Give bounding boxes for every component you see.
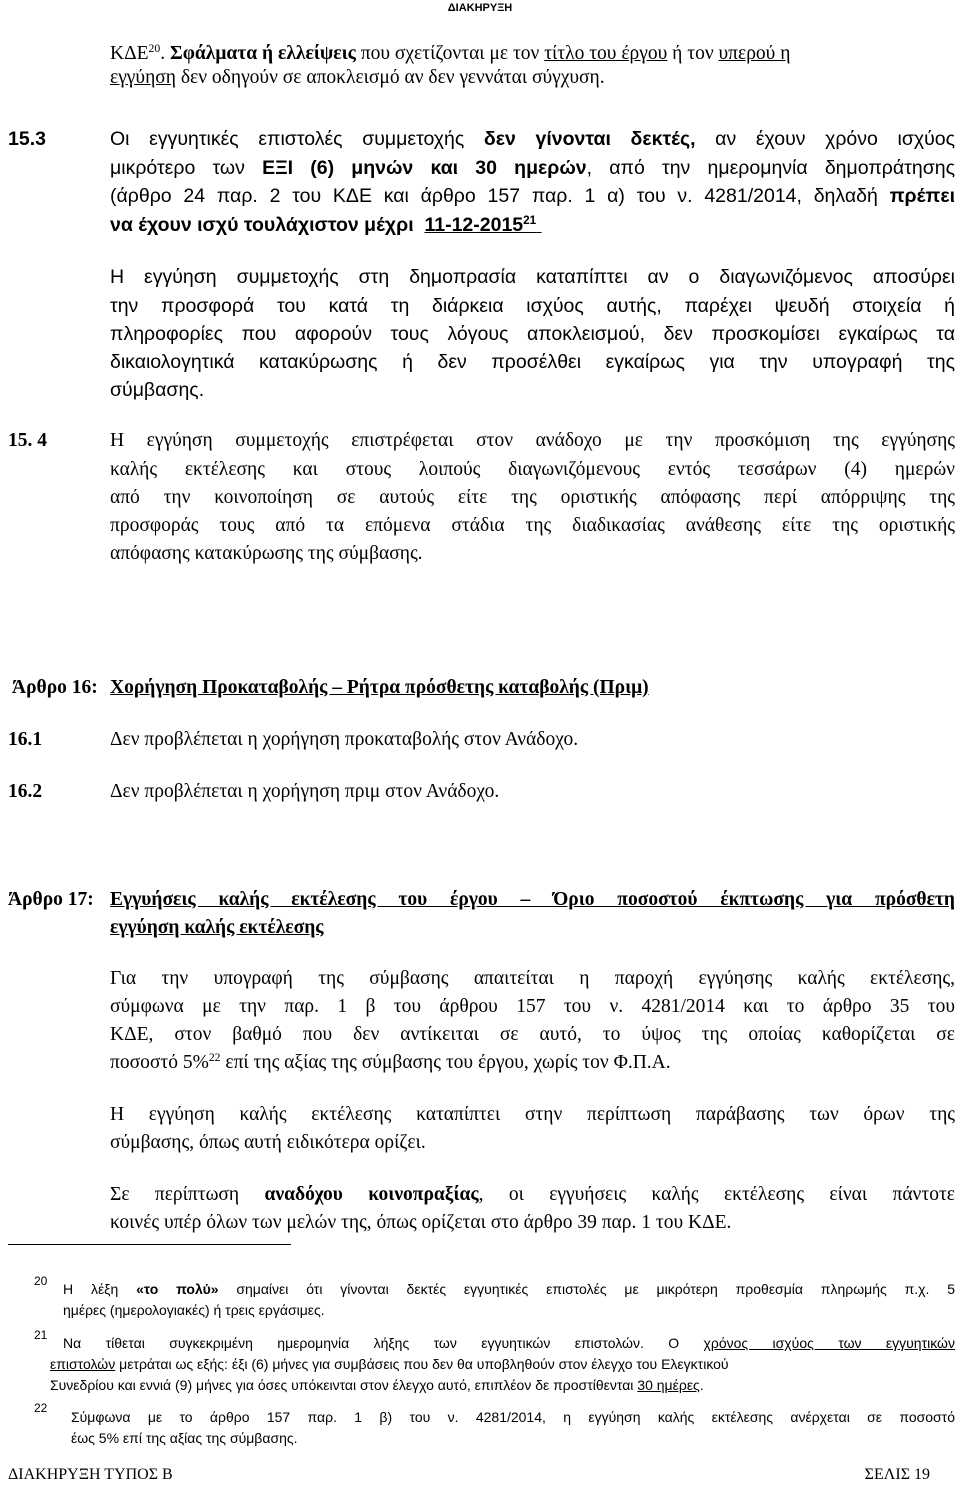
- deadline-date: [424, 214, 541, 236]
- art17-p1-line: ΚΔΕ, στον βαθμό που δεν αντίκειται σε αυτό, το ύψος της οποίας καθορίζεται σε: [110, 1024, 955, 1045]
- s15-3-line-2: [110, 156, 955, 180]
- text-beneficiary: υπερού η: [718, 43, 791, 64]
- text-guarantee: εγγύηση: [110, 67, 176, 88]
- footnote-number-20: 20: [34, 1274, 48, 1288]
- text-six-months: ΕΞΙ (6) μηνών και 30 ημερών: [262, 157, 587, 179]
- art17-p1-line: Για την υπογραφή της σύμβασης απαιτείται η παροχή εγγύησης καλής εκτέλεσης,: [110, 968, 955, 989]
- item-text-16-1: Δεν προβλέπεται η χορήγηση προκαταβολής στον Ανάδοχο.: [110, 729, 579, 750]
- text: μετράται ως εξής: έξι (6) μήνες για συμβάσεις που δεν θα υποβληθούν στον έλεγχο του Ελεγκτικού: [115, 1356, 729, 1372]
- text-not-accepted: δεν γίνονται δεκτές,: [483, 128, 696, 150]
- item-number-16-2: 16.2: [8, 781, 43, 802]
- text-at-most: «το πολύ»: [136, 1281, 219, 1297]
- text-date: 11-12-2015: [424, 214, 524, 236]
- text-valid-until: να έχουν ισχύ τουλάχιστον μέχρι: [110, 214, 414, 236]
- text: Συνεδρίου και εννιά (9) μήνες για όσες υπόκεινται στον έλεγχο αυτό, επιπλέον δε προστίθενται: [50, 1377, 638, 1393]
- s15-3-para-line: δικαιολογητικά κατακύρωσης ή δεν προσέλθει εγκαίρως για την υπογραφή της: [110, 351, 955, 373]
- item-text-16-2: Δεν προβλέπεται η χορήγηση πριμ στον Ανάδοχο.: [110, 781, 500, 802]
- s15-3-line-4: [110, 213, 542, 237]
- article-17-label: Άρθρο 17:: [8, 889, 94, 910]
- footnote-20-line-1: [63, 1279, 955, 1300]
- footnote-22-line-1: Σύμφωνα με το άρθρο 157 παρ. 1 β) του ν. 4281/2014, η εγγύηση καλής εκτέλεσης ανέρχεται σε ποσοστό: [71, 1409, 955, 1425]
- footnote-21-line-3: [50, 1375, 704, 1396]
- footnote-ref-22: 22: [208, 1050, 221, 1064]
- art17-p2-line: σύμβασης, όπως αυτή ειδικότερα ορίζει.: [110, 1132, 426, 1153]
- article-16-label: Άρθρο 16:: [12, 677, 98, 698]
- s15-3-para-line: Η εγγύηση συμμετοχής στη δημοπρασία καταπίπτει αν ο διαγωνιζόμενος αποσύρει: [110, 266, 955, 288]
- footnote-21-line-2: [50, 1354, 729, 1375]
- text: μικρότερο των: [110, 157, 263, 179]
- text: Να τίθεται συγκεκριμένη ημερομηνία λήξης των εγγυητικών επιστολών. Ο: [63, 1335, 704, 1351]
- footnote-number-21: 21: [34, 1328, 48, 1342]
- s15-3-line-3: [110, 184, 955, 208]
- s15-3-para-line: σύμβασης.: [110, 379, 205, 401]
- s15-4-line: απόφασης κατακύρωσης της σύμβασης.: [110, 543, 423, 564]
- footnote-22-line-2: έως 5% επί της αξίας της σύμβασης.: [71, 1430, 298, 1446]
- s15-3-line-1: [110, 127, 955, 151]
- text: αν έχουν χρόνο ισχύος: [695, 128, 956, 150]
- text-letters: επιστολών: [50, 1356, 116, 1372]
- text: επί της αξίας της σύμβασης του έργου, χωρίς τον Φ.Π.Α.: [220, 1052, 671, 1073]
- text-must: πρέπει: [889, 185, 955, 207]
- art17-p3-line-2: κοινές υπέρ όλων των μελών της, όπως ορίζεται στο άρθρο 39 παρ. 1 του ΚΔΕ.: [110, 1212, 732, 1233]
- section-number-15-4: 15. 4: [8, 430, 47, 451]
- text-validity: χρόνος ισχύος των εγγυητικών: [703, 1335, 955, 1351]
- text-errors: Σφάλματα ή ελλείψεις: [169, 43, 356, 64]
- footnote-number-22: 22: [34, 1401, 48, 1415]
- text: , από την ημερομηνία δημοπράτησης: [586, 157, 955, 179]
- footnote-separator: [8, 1244, 291, 1245]
- article-17-title-line-2: εγγύηση καλής εκτέλεσης: [110, 917, 324, 938]
- text: .: [699, 1377, 704, 1393]
- s15-3-para-line: πληροφορίες που αφορούν τους λόγους αποκλεισμού, δεν προσκομίσει εγκαίρως τα: [110, 323, 955, 345]
- art17-p1-last-line: [110, 1051, 671, 1075]
- text-kde: ΚΔΕ: [110, 43, 149, 64]
- text-no-exclusion: δεν οδηγούν σε αποκλεισμό αν δεν γεννάται σύγχυση.: [175, 67, 605, 88]
- text-or-the: ή τον: [667, 43, 719, 64]
- text: , οι εγγυήσεις καλής εκτέλεσης είναι πάντοτε: [478, 1184, 955, 1205]
- footnote-ref-21: 21: [523, 213, 537, 227]
- article-16-title: Χορήγηση Προκαταβολής – Ρήτρα πρόσθετης καταβολής (Πριμ): [110, 677, 649, 698]
- text-title-of-work: τίτλο του έργου: [544, 43, 668, 64]
- s15-3-para-line: την προσφορά του κατά τη διάρκεια ισχύος αυτής, παρέχει ψευδή στοιχεία ή: [110, 295, 955, 317]
- text-related: που σχετίζονται με τον: [355, 43, 545, 64]
- section-number-15-3: 15.3: [8, 128, 46, 150]
- text-dot: .: [160, 43, 170, 64]
- footnote-ref-20: 20: [148, 41, 161, 55]
- s15-4-line: προσφοράς τους από τα επόμενα στάδια της διαδικασίας ανάθεσης είτε της οριστικής: [110, 515, 955, 536]
- footer-page-number: ΣΕΛΙΣ 19: [864, 1466, 930, 1483]
- art17-p2-line: Η εγγύηση καλής εκτέλεσης καταπίπτει στην περίπτωση παράβασης των όρων της: [110, 1104, 955, 1125]
- text-30-days: 30 ημέρες: [637, 1377, 700, 1393]
- text: (άρθρο 24 παρ. 2 του ΚΔΕ και άρθρο 157 παρ. 1 α) του ν. 4281/2014, δηλαδή: [110, 185, 890, 207]
- page-header: ΔΙΑΚΗΡΥΞΗ: [447, 2, 513, 14]
- footnote-20-line-2: ημέρες (ημερολογιακές) ή τρεις εργάσιμες.: [63, 1302, 325, 1318]
- footnote-21-line-1: [63, 1333, 955, 1354]
- top-line-2: [110, 66, 605, 90]
- s15-4-line: Η εγγύηση συμμετοχής επιστρέφεται στον ανάδοχο με την προσκόμιση της εγγύησης: [110, 430, 955, 451]
- article-17-title-line-1: Εγγυήσεις καλής εκτέλεσης του έργου – Όριο ποσοστού έκπτωσης για πρόσθετη: [110, 889, 955, 910]
- text: Οι εγγυητικές επιστολές συμμετοχής: [110, 128, 484, 150]
- top-line-1: [110, 42, 790, 66]
- text: Η λέξη: [63, 1281, 137, 1297]
- art17-p1-line: σύμφωνα με την παρ. 1 β του άρθρου 157 του ν. 4281/2014 και το άρθρο 35 του: [110, 996, 955, 1017]
- s15-4-line: καλής εκτέλεσης και στους λοιπούς διαγωνιζόμενους εντός τεσσάρων (4) ημερών: [110, 459, 955, 480]
- text-joint-venture: αναδόχου κοινοπραξίας: [264, 1184, 479, 1205]
- text: σημαίνει ότι γίνονται δεκτές εγγυητικές επιστολές με μικρότερη προθεσμία πληρωμής π.χ. 5: [218, 1281, 955, 1297]
- s15-4-line: από την κοινοποίηση σε αυτούς είτε της οριστικής απόφασης περί απόρριψης της: [110, 487, 955, 508]
- footer-left: ΔΙΑΚΗΡΥΞΗ ΤΥΠΟΣ Β: [8, 1466, 173, 1483]
- art17-p3-line-1: [110, 1183, 955, 1207]
- text-percent: ποσοστό 5%: [110, 1052, 209, 1073]
- text: Σε περίπτωση: [110, 1184, 265, 1205]
- item-number-16-1: 16.1: [8, 729, 43, 750]
